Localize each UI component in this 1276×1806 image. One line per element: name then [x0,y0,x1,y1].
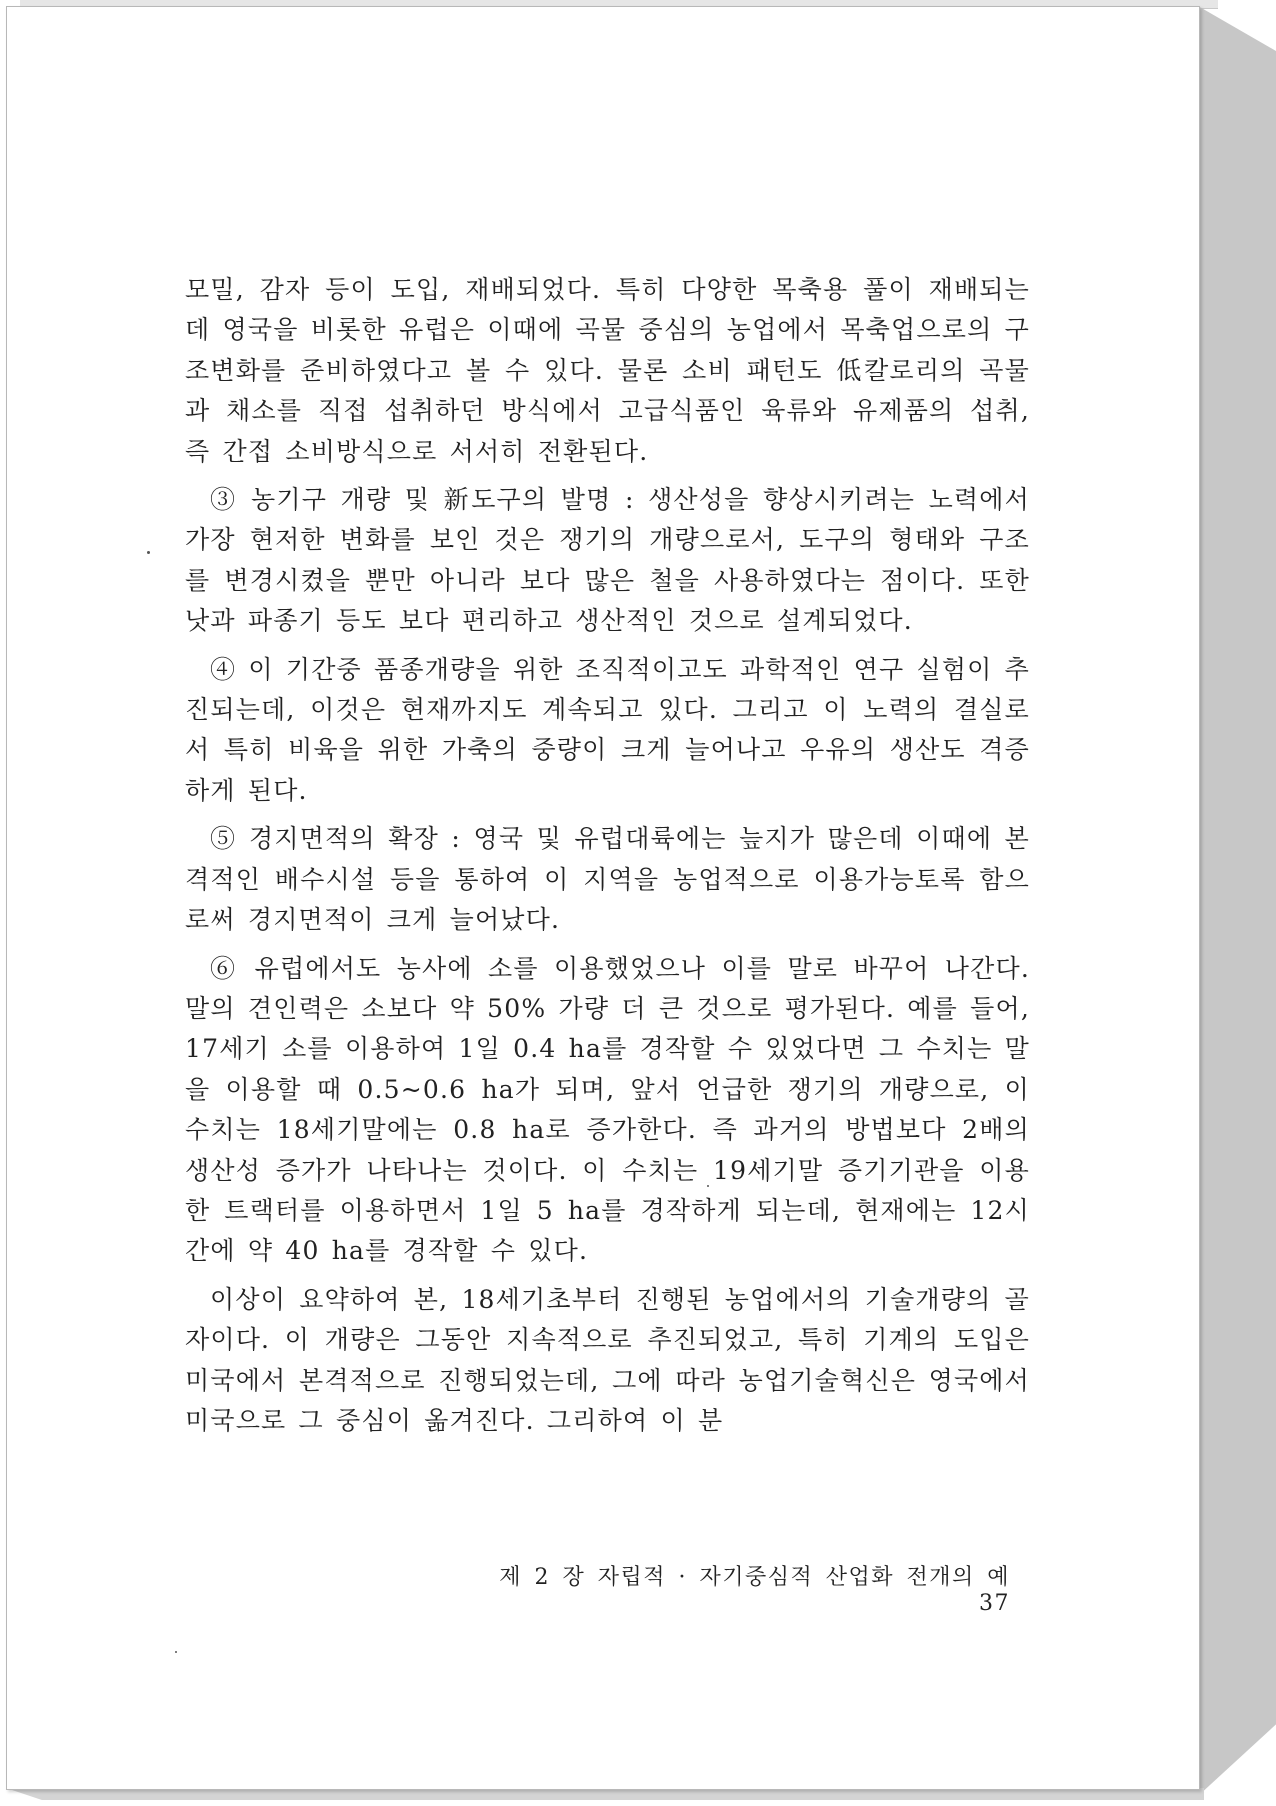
scan-speck [147,551,150,554]
page-stack-right-edge [1198,6,1276,1796]
page-footer [450,1560,1010,1616]
paragraph-continuation: 모밀, 감자 등이 도입, 재배되었다. 특히 다양한 목축용 풀이 재배되는데 영국을 비롯한 유럽은 이때에 곡물 중심의 농업에서 목축업으로의 구조변화를 준비하였다고 볼 수 있다. 물론 소비 패턴도 低칼로리의 곡물과 채소를 직접 섭취하던 방식에서 고급식품인 육류와 유제품의 섭취, 즉 간접 소비방식으로 서서히 전환된다. [185,275,1030,466]
body-text [185,270,1030,1449]
paragraph-item-4: ④ 이 기간중 품종개량을 위한 조직적이고도 과학적인 연구 실험이 추진되는데, 이것은 현재까지도 계속되고 있다. 그리고 이 노력의 결실로서 특히 비육을 위한 가축의 중량이 크게 늘어나고 우유의 생산도 격증하게 된다. [185,654,1030,805]
paragraph-item-3: ③ 농기구 개량 및 新도구의 발명 : 생산성을 향상시키려는 노력에서 가장 현저한 변화를 보인 것은 쟁기의 개량으로서, 도구의 형태와 구조를 변경시켰을 뿐만 아니라 보다 많은 철을 사용하였다는 점이다. 또한 낫과 파종기 등도 보다 편리하고 생산적인 것으로 설계되었다. [185,485,1030,636]
paragraph-item-5: ⑤ 경지면적의 확장 : 영국 및 유럽대륙에는 늪지가 많은데 이때에 본격적인 배수시설 등을 통하여 이 지역을 농업적으로 이용가능토록 함으로써 경지면적이 크게 늘어났다. [185,824,1030,935]
paragraph-summary: 이상이 요약하여 본, 18세기초부터 진행된 농업에서의 기술개량의 골자이다. 이 개량은 그동안 지속적으로 추진되었고, 특히 기계의 도입은 미국에서 본격적으로 진행되었는데, 그에 따라 농업기술혁신은 영국에서 미국으로 그 중심이 옮겨진다. 그리하여 이 분 [185,1284,1030,1435]
paragraph-item-6: ⑥ 유럽에서도 농사에 소를 이용했었으나 이를 말로 바꾸어 나간다. 말의 견인력은 소보다 약 50% 가량 더 큰 것으로 평가된다. 예를 들어, 17세기 소를 이용하여 1일 0.4 ha를 경작할 수 있었다면 그 수치는 말을 이용할 때 0.5~0.6 ha가 되며, 앞서 언급한 쟁기의 개량으로, 이 수치는 18세기말에는 0.8 ha로 증가한다. 즉 과거의 방법보다 2배의 생산성 증가가 나타나는 것이다. 이 수치는 19세기말 증기기관을 이용한 트랙터를 이용하면서 1일 5 ha를 경작하게 되는데, 현재에는 12시간에 약 40 ha를 경작할 수 있다. [185,953,1030,1266]
running-title: 제 2 장 자립적 · 자기중심적 산업화 전개의 예 [499,1565,1010,1590]
page-number: 37 [979,1591,1010,1616]
scan-speck [175,1651,177,1653]
